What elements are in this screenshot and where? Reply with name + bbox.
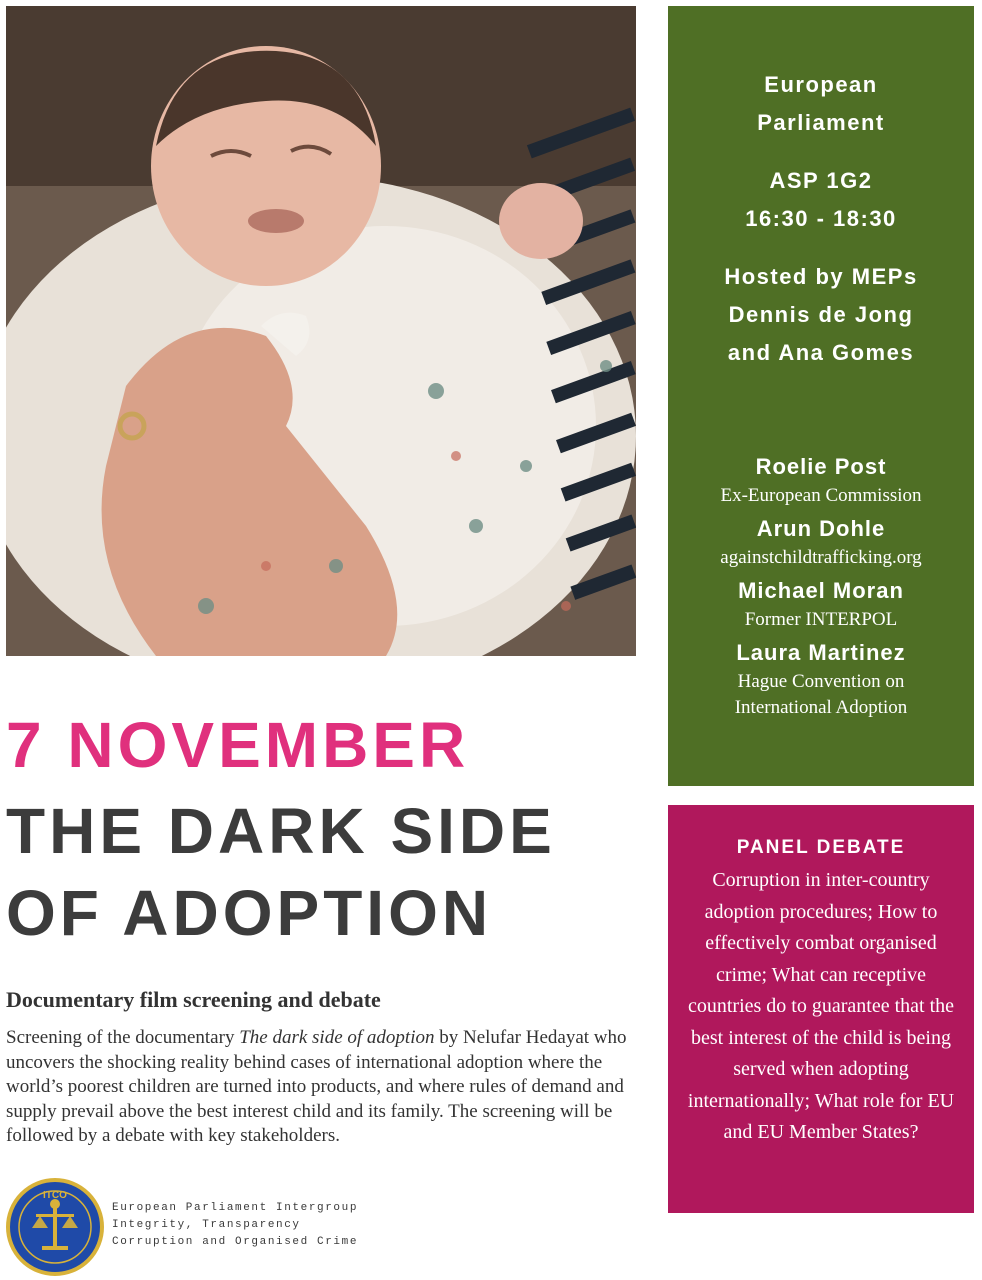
host-line-2: Dennis de Jong bbox=[728, 302, 914, 327]
organizer-line-2: Integrity, Transparency bbox=[112, 1219, 301, 1231]
speaker-role: Hague Convention on bbox=[737, 671, 905, 692]
title-line-1: THE DARK SIDE bbox=[6, 795, 556, 867]
event-title bbox=[6, 790, 556, 954]
speaker-role: Former INTERPOL bbox=[744, 609, 898, 630]
event-info-panel bbox=[668, 6, 974, 786]
speaker-item bbox=[668, 575, 974, 633]
speaker-list bbox=[668, 451, 974, 725]
room: ASP 1G2 bbox=[769, 168, 873, 193]
speaker-role: againstchildtrafficking.org bbox=[720, 547, 922, 568]
host-line-1: Hosted by MEPs bbox=[724, 264, 918, 289]
room-and-time bbox=[668, 162, 974, 238]
host-line-3: and Ana Gomes bbox=[727, 340, 915, 365]
panel-debate-body: Corruption in inter-country adoption procedures; How to effectively combat organised crime; What can receptive countries do to guarantee that the best interest of the child is being served when adopting internationally; What role for EU and EU Member States? bbox=[687, 869, 955, 1143]
venue-line-2: Parliament bbox=[757, 110, 885, 135]
description-rest: by Nelufar Hedayat who uncovers the shocking reality behind cases of international adoption where the world’s poorest children are turned into products, and where rules of demand and supply prevail above the best interest child and its family. The screening will be followed by a debate with key stakeholders. bbox=[6, 1027, 627, 1146]
hosts bbox=[668, 258, 974, 372]
venue bbox=[668, 66, 974, 142]
speaker-item bbox=[668, 513, 974, 571]
panel-debate-box bbox=[668, 805, 974, 1213]
organizer-name bbox=[112, 1200, 358, 1251]
speaker-name: Michael Moran bbox=[738, 578, 904, 603]
speaker-item bbox=[668, 451, 974, 509]
hero-photo bbox=[6, 6, 636, 656]
speaker-name: Arun Dohle bbox=[756, 516, 886, 541]
logo-text: ITCO bbox=[43, 1190, 67, 1201]
venue-line-1: European bbox=[764, 72, 878, 97]
organizer-line-1: European Parliament Intergroup bbox=[112, 1202, 359, 1214]
speaker-name: Roelie Post bbox=[755, 454, 887, 479]
subtitle: Documentary film screening and debate bbox=[6, 987, 381, 1012]
event-date: 7 NOVEMBER bbox=[6, 709, 470, 781]
organizer-line-3: Corruption and Organised Crime bbox=[112, 1236, 359, 1248]
speaker-role: Ex-European Commission bbox=[720, 485, 922, 506]
panel-debate-title: PANEL DEBATE bbox=[736, 837, 906, 858]
speaker-role-line-2: International Adoption bbox=[734, 697, 908, 718]
speaker-name: Laura Martinez bbox=[736, 640, 906, 665]
description-intro: Screening of the documentary bbox=[6, 1027, 240, 1048]
description bbox=[6, 1026, 646, 1149]
film-title: The dark side of adoption bbox=[239, 1027, 435, 1048]
itco-logo bbox=[6, 1178, 104, 1276]
title-line-2: OF ADOPTION bbox=[6, 877, 493, 949]
time: 16:30 - 18:30 bbox=[745, 206, 897, 231]
baby-photo-illustration bbox=[6, 6, 636, 656]
speaker-item bbox=[668, 637, 974, 721]
